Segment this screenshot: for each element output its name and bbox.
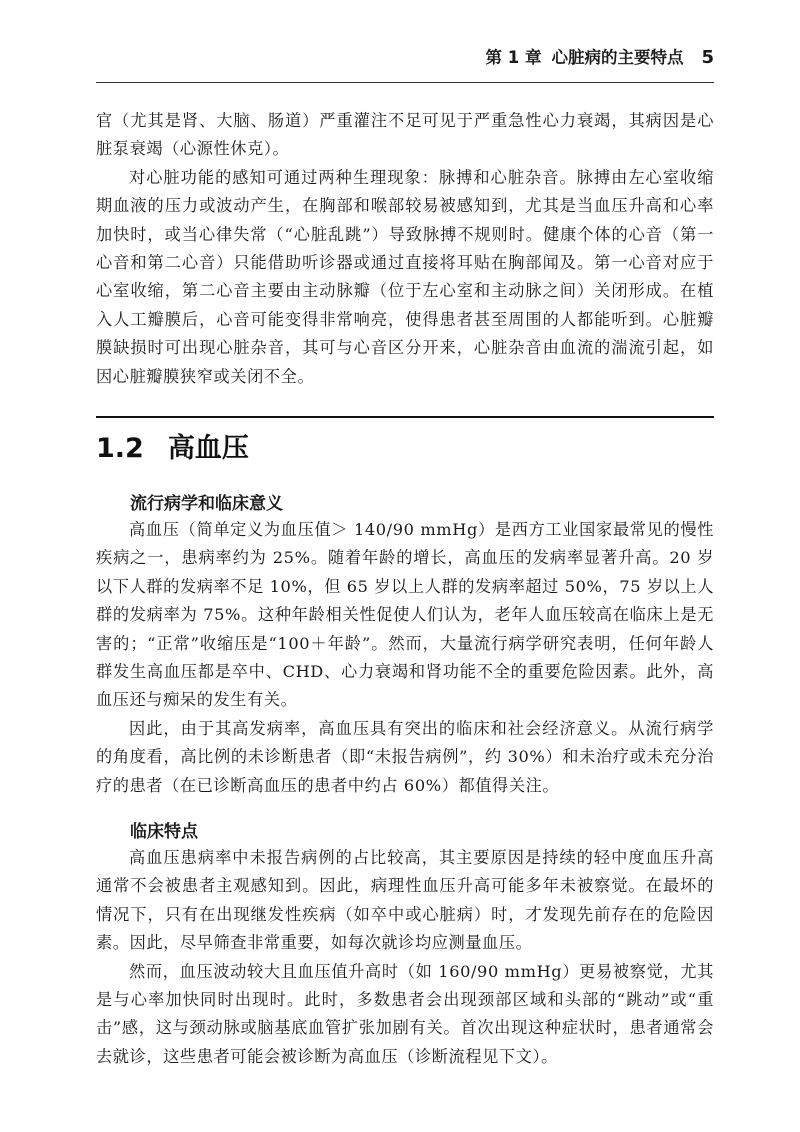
header-divider	[96, 82, 714, 83]
section-title: 高血压	[167, 433, 249, 464]
epidemiology-heading: 流行病学和临床意义	[130, 494, 283, 514]
chapter-title: 心脏病的主要特点	[551, 48, 684, 67]
chapter-label: 第 1 章	[485, 48, 542, 67]
intro-paragraph-2: 对心脏功能的感知可通过两种生理现象：脉搏和心脏杂音。脉搏由左心室收缩期血液的压力或波动产生，在胸部和喉部较易被感知到，尤其是当血压升高和心率加快时，或当心律失常（“心脏乱跳”）导致脉搏不规则时。健康个体的心音（第一心音和第二心音）只能借助听诊器或通过直接将耳贴在胸部闻及。第一心音对应于心室收缩，第二心音主要由主动脉瓣（位于左心室和主动脉之间）关闭形成。在植入人工瓣膜后，心音可能变得非常响亮，使得患者甚至周围的人都能听到。心脏瓣膜缺损时可出现心脏杂音，其可与心音区分开来，心脏杂音由血流的湍流引起，如因心脏瓣膜狭窄或关闭不全。	[96, 167, 714, 386]
section-number: 1.2	[96, 433, 144, 464]
page-number: 5	[701, 47, 714, 68]
clinical-block	[96, 844, 714, 1071]
intro-paragraph-1: 官（尤其是肾、大脑、肠道）严重灌注不足可见于严重急性心力衰竭，其病因是心脏泵衰竭（心源性休克）。	[96, 111, 714, 159]
clinical-heading: 临床特点	[130, 822, 198, 842]
clinical-paragraph-2: 然而，血压波动较大且血压值升高时（如 160/90 mmHg）更易被察觉，尤其是与心率加快同时出现时。此时，多数患者会出现颈部区域和头部的“跳动”或“重击”感，这与颈动脉或脑基底血管扩张加剧有关。首次出现这种症状时，患者通常会去就诊，这些患者可能会被诊断为高血压（诊断流程见下文）。	[96, 961, 714, 1066]
section-divider	[96, 416, 714, 418]
running-header	[96, 44, 714, 74]
intro-block	[96, 107, 714, 391]
epidemiology-paragraph-1: 高血压（简单定义为血压值＞ 140/90 mmHg）是西方工业国家最常见的慢性疾病之一，患病率约为 25%。随着年龄的增长，高血压的发病率显著升高。20 岁以下人群的发病率不足 10%，但 65 岁以上人群的发病率超过 50%，75 岁以上人群的发病率为 75%。这种年龄相关性促使人们认为，老年人血压较高在临床上是无害的；“正常”收缩压是“100＋年龄”。然而，大量流行病学研究表明，任何年龄人群发生高血压都是卒中、CHD、心力衰竭和肾功能不全的重要危险因素。此外，高血压还与痴呆的发生有关。	[96, 520, 714, 710]
epidemiology-block	[96, 516, 714, 800]
epidemiology-paragraph-2: 因此，由于其高发病率，高血压具有突出的临床和社会经济意义。从流行病学的角度看，高比例的未诊断患者（即“未报告病例”，约 30%）和未治疗或未充分治疗的患者（在已诊断高血压的患者中约占 60%）都值得关注。	[96, 718, 714, 795]
section-heading	[96, 426, 249, 465]
clinical-paragraph-1: 高血压患病率中未报告病例的占比较高，其主要原因是持续的轻中度血压升高通常不会被患者主观感知到。因此，病理性血压升高可能多年未被察觉。在最坏的情况下，只有在出现继发性疾病（如卒中或心脏病）时，才发现先前存在的危险因素。因此，尽早筛查非常重要，如每次就诊均应测量血压。	[96, 848, 714, 953]
